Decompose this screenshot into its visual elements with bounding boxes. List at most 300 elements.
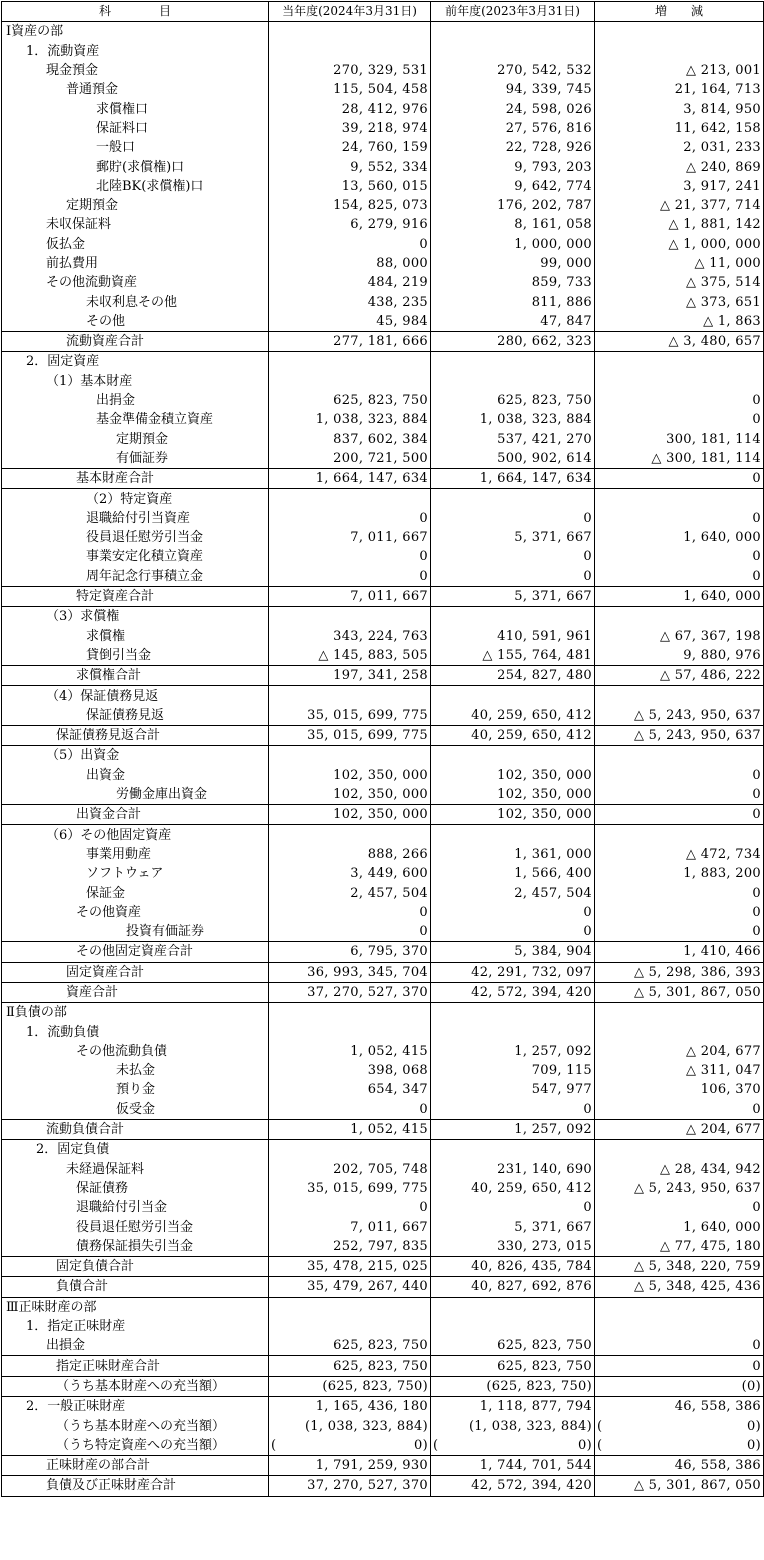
total-row: [2, 1455, 764, 1475]
change-value: △ 5, 243, 950, 637: [595, 725, 764, 745]
total-row: [2, 1356, 764, 1376]
current-year-value: 39, 218, 974: [269, 119, 431, 138]
previous-year-value: [431, 1317, 595, 1336]
current-year-value: [269, 1022, 431, 1041]
previous-year-value: 709, 115: [431, 1061, 595, 1080]
account-label: 負債合計: [2, 1277, 269, 1297]
table-row: [2, 1198, 764, 1217]
previous-year-value: [431, 1003, 595, 1023]
previous-year-value: (625, 823, 750): [431, 1376, 595, 1396]
change-value: 0: [595, 547, 764, 566]
change-value: △ 5, 348, 425, 436: [595, 1277, 764, 1297]
amount: 0): [578, 1437, 592, 1453]
account-label: 現金預金: [2, 61, 269, 80]
previous-year-value: 9, 642, 774: [431, 177, 595, 196]
account-label: 未収保証料: [2, 215, 269, 234]
change-value: [595, 1022, 764, 1041]
total-row: [2, 332, 764, 352]
account-label: 求償権合計: [2, 666, 269, 686]
previous-year-value: 0: [431, 547, 595, 566]
account-label: 流動資産合計: [2, 332, 269, 352]
current-year-value: [269, 489, 431, 509]
current-year-value: 13, 560, 015: [269, 177, 431, 196]
current-year-value: 0: [269, 903, 431, 922]
previous-year-value: 859, 733: [431, 273, 595, 292]
previous-year-value: 0: [431, 509, 595, 528]
total-row: [2, 962, 764, 982]
table-row: [2, 99, 764, 118]
account-label: 求償権: [2, 627, 269, 646]
current-year-value: [269, 1140, 431, 1160]
current-year-value: 1, 038, 323, 884: [269, 410, 431, 429]
table-row: [2, 922, 764, 942]
previous-year-value: 1, 744, 701, 544: [431, 1455, 595, 1475]
current-year-value: 6, 795, 370: [269, 942, 431, 962]
change-value: [595, 1436, 764, 1456]
previous-year-value: 24, 598, 026: [431, 99, 595, 118]
table-row: [2, 292, 764, 311]
account-label: 退職給付引当資産: [2, 509, 269, 528]
change-value: [595, 1416, 764, 1435]
account-label: 北陸BK(求償権)口: [2, 177, 269, 196]
current-year-value: 0: [269, 1198, 431, 1217]
total-row: [2, 1277, 764, 1297]
account-label: （1）基本財産: [2, 372, 269, 391]
account-label: 未払金: [2, 1061, 269, 1080]
account-label: （うち特定資産への充当額）: [2, 1436, 269, 1456]
change-value: [595, 825, 764, 845]
account-label: 出捐金: [2, 391, 269, 410]
change-value: [595, 352, 764, 372]
change-value: [595, 1297, 764, 1317]
current-year-value: 7, 011, 667: [269, 586, 431, 606]
account-label: その他: [2, 312, 269, 332]
change-value: 11, 642, 158: [595, 119, 764, 138]
current-year-value: 1, 052, 415: [269, 1042, 431, 1061]
change-value: △ 5, 298, 386, 393: [595, 962, 764, 982]
section-row: [2, 22, 764, 42]
current-year-value: 202, 705, 748: [269, 1160, 431, 1179]
table-row: [2, 1061, 764, 1080]
previous-year-value: 176, 202, 787: [431, 196, 595, 215]
table-row: [2, 864, 764, 883]
current-year-value: 0: [269, 1100, 431, 1120]
account-label: （うち基本財産への充当額）: [2, 1416, 269, 1435]
account-label: 退職給付引当金: [2, 1198, 269, 1217]
account-label: 労働金庫出資金: [2, 785, 269, 805]
table-row: [2, 1100, 764, 1120]
account-label: 郵貯(求償権)口: [2, 157, 269, 176]
previous-year-value: 40, 259, 650, 412: [431, 725, 595, 745]
total-row: [2, 1476, 764, 1496]
change-value: 2, 031, 233: [595, 138, 764, 157]
current-year-value: 438, 235: [269, 292, 431, 311]
account-label: 保証債務見返合計: [2, 725, 269, 745]
change-value: 300, 181, 114: [595, 430, 764, 449]
current-year-value: 484, 219: [269, 273, 431, 292]
current-year-value: 9, 552, 334: [269, 157, 431, 176]
table-row: [2, 547, 764, 566]
current-year-value: 0: [269, 547, 431, 566]
current-year-value: 625, 823, 750: [269, 1356, 431, 1376]
previous-year-value: [431, 1436, 595, 1456]
change-value: △ 5, 301, 867, 050: [595, 982, 764, 1002]
table-row: [2, 1160, 764, 1179]
previous-year-value: 0: [431, 922, 595, 942]
table-row: [2, 410, 764, 429]
current-year-value: 1, 165, 436, 180: [269, 1397, 431, 1417]
table-row: [2, 1179, 764, 1198]
previous-year-value: 0: [431, 1198, 595, 1217]
previous-year-value: 22, 728, 926: [431, 138, 595, 157]
account-label: 出資金合計: [2, 805, 269, 825]
previous-year-value: 547, 977: [431, 1080, 595, 1099]
account-label: Ⅱ負債の部: [2, 1003, 269, 1023]
current-year-value: 0: [269, 235, 431, 254]
previous-year-value: 94, 339, 745: [431, 80, 595, 99]
change-value: [595, 1317, 764, 1336]
table-row: [2, 825, 764, 845]
current-year-value: 0: [269, 509, 431, 528]
account-label: 基本財産合計: [2, 469, 269, 489]
change-value: 0: [595, 1198, 764, 1217]
table-row: [2, 312, 764, 332]
previous-year-value: 40, 259, 650, 412: [431, 706, 595, 726]
total-row: [2, 666, 764, 686]
current-year-value: 270, 329, 531: [269, 61, 431, 80]
previous-year-value: 5, 371, 667: [431, 528, 595, 547]
parenthetical-amount: [433, 1436, 592, 1455]
open-paren: (: [597, 1437, 603, 1453]
previous-year-value: 254, 827, 480: [431, 666, 595, 686]
change-value: △ 28, 434, 942: [595, 1160, 764, 1179]
previous-year-value: 102, 350, 000: [431, 766, 595, 785]
amount: 0): [414, 1437, 428, 1453]
account-label: 普通預金: [2, 80, 269, 99]
current-year-value: [269, 372, 431, 391]
current-year-value: 35, 015, 699, 775: [269, 706, 431, 726]
previous-year-value: 625, 823, 750: [431, 391, 595, 410]
account-label: 2．固定負債: [2, 1140, 269, 1160]
previous-year-value: 42, 291, 732, 097: [431, 962, 595, 982]
current-year-value: 28, 412, 976: [269, 99, 431, 118]
change-value: △ 1, 000, 000: [595, 235, 764, 254]
change-value: 0: [595, 785, 764, 805]
change-value: △ 21, 377, 714: [595, 196, 764, 215]
account-label: 保証債務: [2, 1179, 269, 1198]
change-value: [595, 489, 764, 509]
current-year-value: 0: [269, 922, 431, 942]
account-label: （2）特定資産: [2, 489, 269, 509]
change-value: △ 373, 651: [595, 292, 764, 311]
change-value: 9, 880, 976: [595, 646, 764, 666]
current-year-value: 37, 270, 527, 370: [269, 982, 431, 1002]
change-value: △ 204, 677: [595, 1042, 764, 1061]
change-value: 1, 883, 200: [595, 864, 764, 883]
previous-year-value: [431, 42, 595, 61]
current-year-value: 625, 823, 750: [269, 391, 431, 410]
account-label: ソフトウェア: [2, 864, 269, 883]
table-row: [2, 1217, 764, 1236]
previous-year-value: △ 155, 764, 481: [431, 646, 595, 666]
change-value: 46, 558, 386: [595, 1455, 764, 1475]
table-row: [2, 489, 764, 509]
previous-year-value: [431, 825, 595, 845]
previous-year-value: 811, 886: [431, 292, 595, 311]
account-label: その他資産: [2, 903, 269, 922]
previous-year-value: 625, 823, 750: [431, 1336, 595, 1356]
account-label: 役員退任慰労引当金: [2, 1217, 269, 1236]
amount: 0): [747, 1437, 761, 1453]
account-label: 事業用動産: [2, 845, 269, 864]
current-year-value: 1, 052, 415: [269, 1119, 431, 1139]
previous-year-value: [431, 607, 595, 627]
previous-year-value: 42, 572, 394, 420: [431, 1476, 595, 1496]
account-label: 資産合計: [2, 982, 269, 1002]
table-row: [2, 845, 764, 864]
current-year-value: 35, 015, 699, 775: [269, 725, 431, 745]
current-year-value: [269, 42, 431, 61]
current-year-value: 102, 350, 000: [269, 766, 431, 785]
change-value: △ 5, 243, 950, 637: [595, 706, 764, 726]
change-value: △ 1, 863: [595, 312, 764, 332]
table-row: [2, 1436, 764, 1456]
table-row: [2, 61, 764, 80]
previous-year-value: 40, 259, 650, 412: [431, 1179, 595, 1198]
parenthetical-amount: [597, 1417, 761, 1436]
current-year-value: 654, 347: [269, 1080, 431, 1099]
change-value: 0: [595, 410, 764, 429]
account-label: 保証金: [2, 883, 269, 902]
header-change: 増 減: [595, 2, 764, 22]
account-label: 仮受金: [2, 1100, 269, 1120]
previous-year-value: 40, 826, 435, 784: [431, 1257, 595, 1277]
change-value: 3, 814, 950: [595, 99, 764, 118]
account-label: 債務保証損失引当金: [2, 1237, 269, 1257]
account-label: 固定負債合計: [2, 1257, 269, 1277]
table-row: [2, 391, 764, 410]
total-row: [2, 942, 764, 962]
parenthetical-amount: [597, 1436, 761, 1455]
current-year-value: 115, 504, 458: [269, 80, 431, 99]
change-value: 46, 558, 386: [595, 1397, 764, 1417]
change-value: 0: [595, 903, 764, 922]
previous-year-value: 330, 273, 015: [431, 1237, 595, 1257]
table-row: [2, 254, 764, 273]
account-label: 投資有価証券: [2, 922, 269, 942]
change-value: 1, 410, 466: [595, 942, 764, 962]
table-row: [2, 119, 764, 138]
account-label: 保証債務見返: [2, 706, 269, 726]
previous-year-value: 1, 000, 000: [431, 235, 595, 254]
table-row: [2, 157, 764, 176]
account-label: 出資金: [2, 766, 269, 785]
current-year-value: [269, 1317, 431, 1336]
account-label: 一般口: [2, 138, 269, 157]
account-label: （うち基本財産への充当額）: [2, 1376, 269, 1396]
table-row: [2, 196, 764, 215]
current-year-value: [269, 607, 431, 627]
previous-year-value: [431, 686, 595, 706]
current-year-value: 7, 011, 667: [269, 1217, 431, 1236]
change-value: [595, 607, 764, 627]
current-year-value: [269, 1436, 431, 1456]
current-year-value: △ 145, 883, 505: [269, 646, 431, 666]
account-label: 定期預金: [2, 196, 269, 215]
table-row: [2, 785, 764, 805]
total-row: [2, 805, 764, 825]
table-row: [2, 138, 764, 157]
table-row: [2, 1317, 764, 1336]
change-value: 0: [595, 567, 764, 587]
previous-year-value: 537, 421, 270: [431, 430, 595, 449]
previous-year-value: 270, 542, 532: [431, 61, 595, 80]
previous-year-value: 0: [431, 1100, 595, 1120]
current-year-value: 1, 664, 147, 634: [269, 469, 431, 489]
section-row: [2, 1297, 764, 1317]
current-year-value: 277, 181, 666: [269, 332, 431, 352]
previous-year-value: [431, 352, 595, 372]
account-label: 事業安定化積立資産: [2, 547, 269, 566]
account-label: 周年記念行事積立金: [2, 567, 269, 587]
table-body: [2, 22, 764, 1496]
total-row: [2, 1257, 764, 1277]
account-label: 2．一般正味財産: [2, 1397, 269, 1417]
change-value: [595, 372, 764, 391]
total-row: [2, 469, 764, 489]
table-row: [2, 686, 764, 706]
current-year-value: [269, 22, 431, 42]
current-year-value: 24, 760, 159: [269, 138, 431, 157]
previous-year-value: 99, 000: [431, 254, 595, 273]
current-year-value: 35, 478, 215, 025: [269, 1257, 431, 1277]
change-value: [595, 1003, 764, 1023]
previous-year-value: 47, 847: [431, 312, 595, 332]
table-row: [2, 1336, 764, 1356]
table-header: [2, 2, 764, 22]
change-value: 1, 640, 000: [595, 528, 764, 547]
header-previous-year: 前年度(2023年3月31日): [431, 2, 595, 22]
account-label: 出損金: [2, 1336, 269, 1356]
change-value: [595, 42, 764, 61]
current-year-value: 625, 823, 750: [269, 1336, 431, 1356]
account-label: 前払費用: [2, 254, 269, 273]
current-year-value: 45, 984: [269, 312, 431, 332]
change-value: △ 57, 486, 222: [595, 666, 764, 686]
current-year-value: 888, 266: [269, 845, 431, 864]
amount: 0): [747, 1418, 761, 1434]
account-label: 求償権口: [2, 99, 269, 118]
total-row: [2, 1119, 764, 1139]
previous-year-value: [431, 1140, 595, 1160]
change-value: 0: [595, 1100, 764, 1120]
previous-year-value: 5, 371, 667: [431, 586, 595, 606]
account-label: 預り金: [2, 1080, 269, 1099]
current-year-value: [269, 686, 431, 706]
current-year-value: [269, 352, 431, 372]
account-label: Ⅲ正味財産の部: [2, 1297, 269, 1317]
table-row: [2, 372, 764, 391]
current-year-value: 197, 341, 258: [269, 666, 431, 686]
current-year-value: 200, 721, 500: [269, 449, 431, 469]
current-year-value: 837, 602, 384: [269, 430, 431, 449]
account-label: （6）その他固定資産: [2, 825, 269, 845]
change-value: 1, 640, 000: [595, 1217, 764, 1236]
change-value: 3, 917, 241: [595, 177, 764, 196]
change-value: 0: [595, 1356, 764, 1376]
section-row: [2, 1397, 764, 1417]
change-value: △ 204, 677: [595, 1119, 764, 1139]
table-row: [2, 1080, 764, 1099]
account-label: 負債及び正味財産合計: [2, 1476, 269, 1496]
previous-year-value: [431, 1022, 595, 1041]
account-label: 2．固定資産: [2, 352, 269, 372]
previous-year-value: 280, 662, 323: [431, 332, 595, 352]
current-year-value: 88, 000: [269, 254, 431, 273]
previous-year-value: [431, 489, 595, 509]
account-label: 特定資産合計: [2, 586, 269, 606]
account-label: （5）出資金: [2, 746, 269, 766]
table-row: [2, 177, 764, 196]
previous-year-value: [431, 372, 595, 391]
change-value: △ 300, 181, 114: [595, 449, 764, 469]
change-value: 21, 164, 713: [595, 80, 764, 99]
previous-year-value: 1, 664, 147, 634: [431, 469, 595, 489]
current-year-value: 398, 068: [269, 1061, 431, 1080]
previous-year-value: 1, 257, 092: [431, 1119, 595, 1139]
section-row: [2, 1003, 764, 1023]
current-year-value: 1, 791, 259, 930: [269, 1455, 431, 1475]
previous-year-value: 625, 823, 750: [431, 1356, 595, 1376]
previous-year-value: 1, 257, 092: [431, 1042, 595, 1061]
change-value: △ 240, 869: [595, 157, 764, 176]
account-label: 役員退任慰労引当金: [2, 528, 269, 547]
change-value: 0: [595, 1336, 764, 1356]
previous-year-value: 1, 566, 400: [431, 864, 595, 883]
open-paren: (: [597, 1418, 603, 1434]
total-row: [2, 586, 764, 606]
account-label: 1．指定正味財産: [2, 1317, 269, 1336]
change-value: △ 5, 301, 867, 050: [595, 1476, 764, 1496]
change-value: △ 213, 001: [595, 61, 764, 80]
table-row: [2, 273, 764, 292]
change-value: △ 472, 734: [595, 845, 764, 864]
current-year-value: 36, 993, 345, 704: [269, 962, 431, 982]
previous-year-value: 9, 793, 203: [431, 157, 595, 176]
current-year-value: 7, 011, 667: [269, 528, 431, 547]
change-value: [595, 746, 764, 766]
open-paren: (: [271, 1437, 277, 1453]
header-subject: 科 目: [2, 2, 269, 22]
table-row: [2, 42, 764, 61]
table-row: [2, 1376, 764, 1396]
table-row: [2, 883, 764, 902]
account-label: 定期預金: [2, 430, 269, 449]
account-label: 貸倒引当金: [2, 646, 269, 666]
total-row: [2, 725, 764, 745]
table-row: [2, 1237, 764, 1257]
current-year-value: 252, 797, 835: [269, 1237, 431, 1257]
current-year-value: 3, 449, 600: [269, 864, 431, 883]
account-label: 流動負債合計: [2, 1119, 269, 1139]
previous-year-value: [431, 22, 595, 42]
header-current-year: 当年度(2024年3月31日): [269, 2, 431, 22]
account-label: 保証料口: [2, 119, 269, 138]
previous-year-value: 102, 350, 000: [431, 805, 595, 825]
current-year-value: 37, 270, 527, 370: [269, 1476, 431, 1496]
balance-sheet-table: [1, 1, 764, 1497]
previous-year-value: 1, 038, 323, 884: [431, 410, 595, 429]
